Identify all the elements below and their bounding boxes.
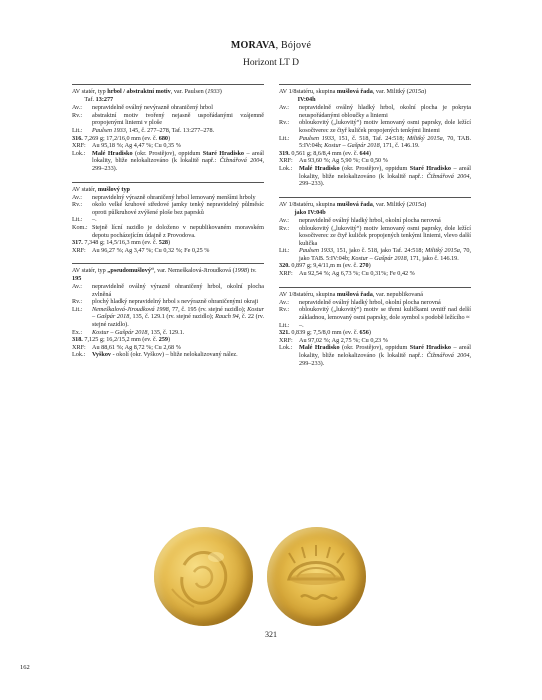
literature: Lit.: Paulsen 1933, 145, č. 277–278, Taf. 13:277–278. — [72, 126, 215, 134]
figure-caption: 321 — [265, 630, 277, 639]
entry-title: AV statér, typ hrbol / abstraktní motiv, var. Paulsen (1933) — [72, 88, 222, 95]
literature: Lit.: Paulsen 1933, 151, č. 518, Taf. 24:518; Militký 2015a, 70, TAB. 5:IV:04h; Kostur – Gašpár 2018, 171, č. 146.19. — [279, 134, 471, 150]
catalog-entry-318 — [72, 263, 264, 359]
obverse-description: Av.: nepravidelně oválný hladký hrbol, okolní plocha nerovná — [279, 216, 441, 224]
reverse-description: Rv.: obloukovitý („lukovitý“) motiv lemovaný osmi paprsky, dole ležící kosočtverec ze čtyř kuliček propojených tenkými liniemi — [279, 119, 471, 134]
find-location: Lok.: Malé Hradisko (okr. Prostějov), oppidum Staré Hradisko – areál lokality, bliže nelokalizováno (k lokalitě např.: Čižmářová 2004, 299–233). — [279, 164, 471, 188]
entry-divider — [279, 197, 471, 198]
entry-title: AV statér, typ „pseudomušlový“, var. Nemeškalová-Jiroudková (1998) tv. 195 — [72, 267, 257, 282]
right-column — [279, 84, 471, 376]
find-location: Lok.: Malé Hradisko (okr. Prostějov), oppidum Staré Hradisko – areál lokality, bliže nelokalizováno (k lokalitě např.: Čižmářová 2004, 299–233). — [72, 149, 264, 172]
coin-reverse-photo — [267, 527, 366, 626]
literature: Lit.: –. — [279, 321, 304, 329]
entry-type-reference: jako IV:04b — [294, 208, 326, 216]
entry-title: AV 1/8statéru, skupina mušlová řada, var. Militký (2015a) — [279, 88, 427, 95]
xrf-composition: XRF: Au 93,60 %; Ag 5,90 %; Cu 0,50 % — [279, 157, 388, 165]
reverse-description: Rv.: obloukovitý („lukovitý“) motiv lemovaný osmi paprsky, dole ležící kosočtverec ze čtyř kuliček propojených tenkými liniemi, vlevo další kulička — [279, 224, 471, 247]
obverse-description: Av.: nepravidelně oválný hladký hrbol, okolní plocha nerovná — [279, 298, 441, 306]
entry-title: AV statér, mušlový typ — [72, 185, 130, 193]
obverse-description: Av.: nepravidelný výrazně ohraničený hrbol lemovaný menšími hrboly — [72, 193, 256, 201]
measurements: 319. 0,561 g; 8,6/8,4 mm (ev. č. 644) — [279, 149, 371, 157]
xrf-composition: XRF: Au 88,61 %; Ag 8,72 %; Cu 2,68 % — [72, 343, 181, 351]
reverse-description: Rv.: plochý hladký nepravidelný hrbol s nevýrazně ohraničenými okraji — [72, 298, 259, 306]
literature: Lit.: Nemeškalová-Jiroudková 1998, 77, č. 195 (rv. stejné razidlo); Kostur – Gašpár 2018, 135, č. 129.1 (rv. stejné razidlo); Rauch 94, č. 22 (rv. stejné razidlo). — [72, 305, 265, 329]
entry-type-reference: IV:04h — [297, 96, 316, 104]
obverse-description: Av.: nepravidelně oválný hladký hrbol, okolní plocha je pokryta neuspořádanými obloučky a liniemi — [279, 104, 471, 119]
reverse-relief — [267, 527, 366, 626]
measurements: 321. 0,839 g; 7,5/8,0 mm (ev. č. 656) — [279, 329, 371, 337]
measurements: 320. 0,897 g; 9,4/11,m m (ev. č. 270) — [279, 262, 371, 270]
reverse-description: Rv.: obloukovitý („lukovitý“) motiv se třemi kuličkami uvnitř nad delší základnou, lemovaný osmi paprsky, dole symbol s podobě ležícího ≈ — [279, 306, 471, 321]
page-subtitle: Horizont LT D — [243, 58, 299, 68]
catalog-entry-317 — [72, 182, 264, 255]
xrf-composition: XRF: Au 96,27 %; Ag 3,47 %; Cu 0,32 %; Fe 0,25 % — [72, 246, 210, 254]
entry-title: AV 1/8statéru, skupina mušlová řada, var. nepublikovaná — [279, 290, 423, 298]
page-number: 162 — [20, 664, 30, 671]
obverse-relief — [154, 527, 253, 626]
reverse-description: Rv.: abstraktní motiv tvořený nejasně uspořádanými vzájemně propojenými liniemi v ploše — [72, 111, 264, 127]
entry-divider — [279, 84, 471, 85]
catalog-entry-316 — [72, 84, 264, 173]
left-column — [72, 84, 264, 368]
obverse-description: Av.: nepravidelně oválný nevýrazně ohraničený hrbol — [72, 104, 213, 112]
find-location: Lok.: Vyškov - okolí (okr. Vyškov) – bliže nelokalizovaný nález. — [72, 351, 238, 359]
entry-divider — [279, 287, 471, 288]
measurements: 317. 7,348 g; 14,5/16,3 mm (ev. č. 528) — [72, 239, 171, 247]
entry-title: AV 1/8statéru, skupina mušlová řada, var. Militký (2015a) — [279, 200, 427, 208]
xrf-composition: XRF: Au 95,18 %; Ag 4,47 %; Cu 0,35 % — [72, 142, 181, 150]
find-location: Lok.: Malé Hradisko (okr. Prostějov), oppidum Staré Hradisko – areál lokality, bliže nelokalizováno (k lokalitě např.: Čižmářová 2004, 299–233). — [279, 344, 471, 367]
xrf-composition: XRF: Au 92,54 %; Ag 6,73 %; Cu 0,31%; Fe 0,42 % — [279, 270, 415, 278]
catalog-entry-320 — [279, 197, 471, 278]
obverse-description: Av.: nepravidelně oválný výrazně ohraničený hrbol, okolní plocha zvlněná — [72, 283, 264, 298]
measurements: 318. 7,125 g; 16,2/15,2 mm (ev. č. 259) — [72, 336, 171, 344]
catalog-entry-319 — [279, 84, 471, 188]
measurements: 316. 7,269 g; 17,2/16,0 mm (ev. č. 680) — [72, 134, 171, 142]
entry-type-reference: Taf. 13:277 — [84, 96, 114, 104]
reverse-description: Rv.: okolo velké kruhové středové jamky tenký nepravidelný půlměsíc oproti půlkruhové zvýšené ploše bez paprsků — [72, 201, 264, 216]
literature: Lit.: Paulsen 1933, 151, jako č. 518, jako Taf. 24:518; Militký 2015a, 70, jako TAB. 5:IV:04b; Kostur – Gašpár 2018, 171, jako č. 146.19. — [279, 247, 471, 262]
page-title: MORAVA, Bójové — [230, 40, 312, 51]
example-reference: Ex.: Kostur – Gašpár 2018, 135, č. 129.1. — [72, 328, 185, 336]
xrf-composition: XRF: Au 97,02 %; Ag 2,75 %; Cu 0,23 % — [279, 336, 388, 344]
catalog-entry-321 — [279, 287, 471, 367]
coin-obverse-photo — [154, 527, 253, 626]
commentary: Kom.: Stejně lícní razidlo je doloženo v nepublikovaném moravském depotu pocházejícím údajně z Provodova. — [72, 224, 264, 239]
entry-divider — [72, 84, 264, 85]
entry-divider — [72, 182, 264, 183]
entry-divider — [72, 263, 264, 264]
literature: Lit.: –. — [72, 216, 97, 224]
